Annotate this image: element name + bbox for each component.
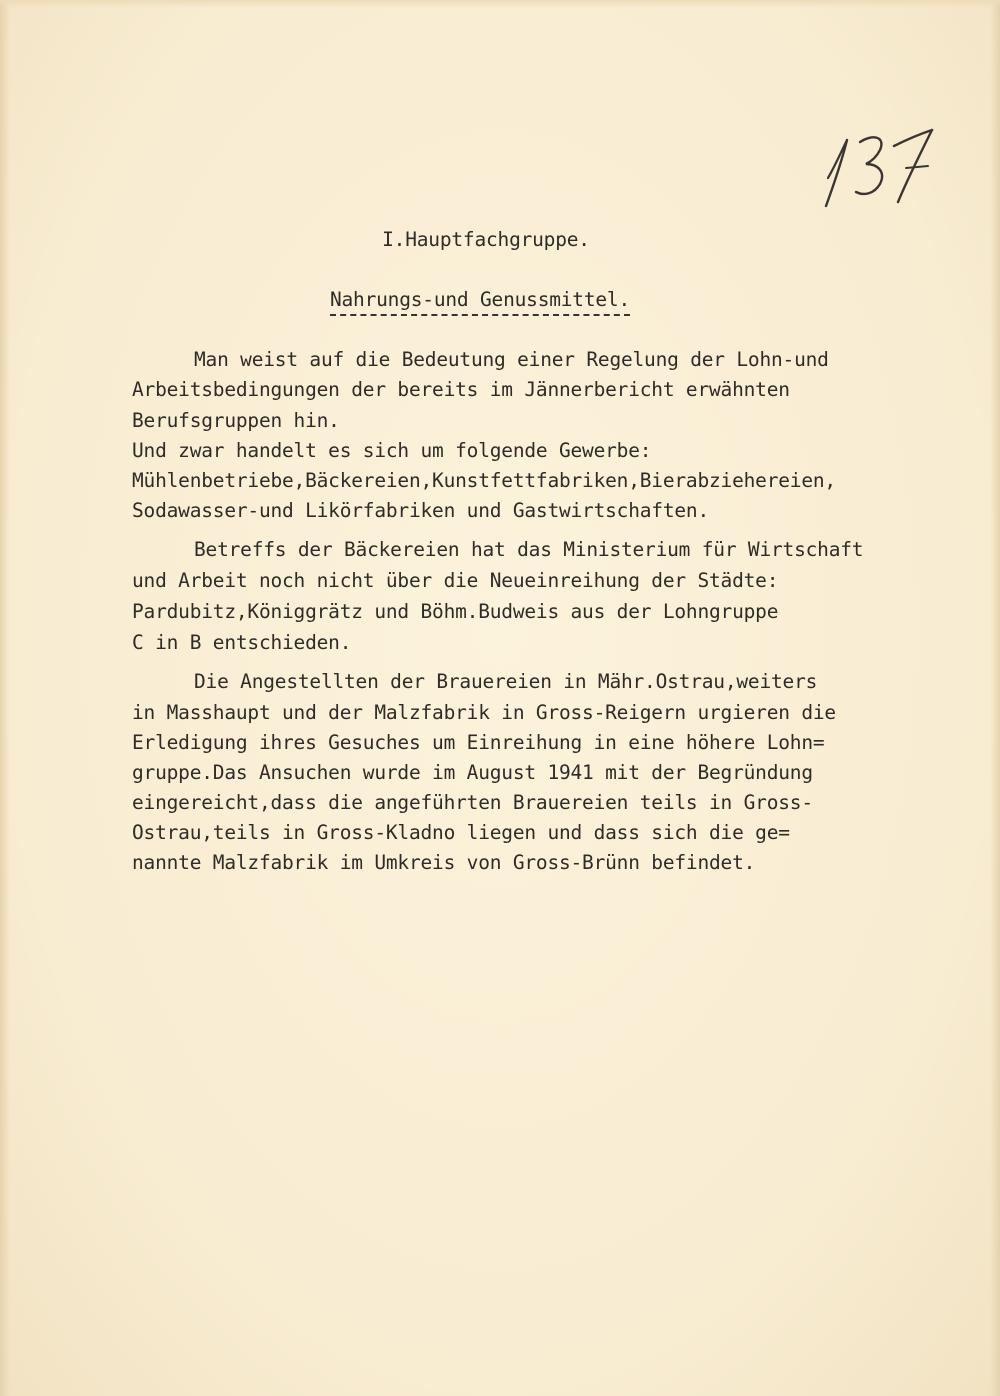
section-subheading: Nahrungs-und Genussmittel. (330, 288, 630, 316)
paragraph-1-line-4: Und zwar handelt es sich um folgende Gewerbe: (132, 439, 652, 462)
paragraph-2-line-4: C in B entschieden. (132, 631, 352, 654)
paragraph-1-line-2: Arbeitsbedingungen der bereits im Jännerbericht erwähnten (132, 378, 790, 401)
paper-edge-top (0, 0, 1000, 8)
paragraph-1-line-1: Man weist auf die Bedeutung einer Regelung der Lohn-und (194, 348, 829, 371)
paragraph-3-line-4: gruppe.Das Ansuchen wurde im August 1941 mit der Begründung (132, 761, 813, 784)
paragraph-1-line-3: Berufsgruppen hin. (132, 409, 340, 432)
paragraph-3-line-3: Erledigung ihres Gesuches um Einreihung in eine höhere Lohn= (132, 731, 825, 754)
handwritten-page-number (816, 120, 946, 216)
paragraph-1-line-6: Sodawasser-und Likörfabriken und Gastwirtschaften. (132, 499, 709, 522)
paragraph-1-line-5: Mühlenbetriebe,Bäckereien,Kunstfettfabriken,Bierabziehereien, (132, 469, 836, 492)
section-heading: I.Hauptfachgruppe. (382, 228, 590, 251)
paragraph-2-line-1: Betreffs der Bäckereien hat das Ministerium für Wirtschaft (194, 538, 864, 561)
section-subheading-wrapper (0, 288, 980, 311)
paragraph-3-line-1: Die Angestellten der Brauereien in Mähr.Ostrau,weiters (194, 670, 818, 693)
paper-edge-right (990, 0, 1000, 1396)
paragraph-2-line-3: Pardubitz,Königgrätz und Böhm.Budweis aus der Lohngruppe (132, 600, 779, 623)
paragraph-3-line-6: Ostrau,teils in Gross-Kladno liegen und dass sich die ge= (132, 821, 790, 844)
paragraph-3-line-7: nannte Malzfabrik im Umkreis von Gross-Brünn befindet. (132, 851, 756, 874)
paragraph-2-line-2: und Arbeit noch nicht über die Neueinreihung der Städte: (132, 569, 779, 592)
paper-edge-left (0, 0, 10, 1396)
paragraph-3-line-2: in Masshaupt und der Malzfabrik in Gross-Reigern urgieren die (132, 701, 836, 724)
handwritten-page-number-drawing (816, 120, 946, 216)
paragraph-3-line-5: eingereicht,dass die angeführten Brauereien teils in Gross- (132, 791, 813, 814)
